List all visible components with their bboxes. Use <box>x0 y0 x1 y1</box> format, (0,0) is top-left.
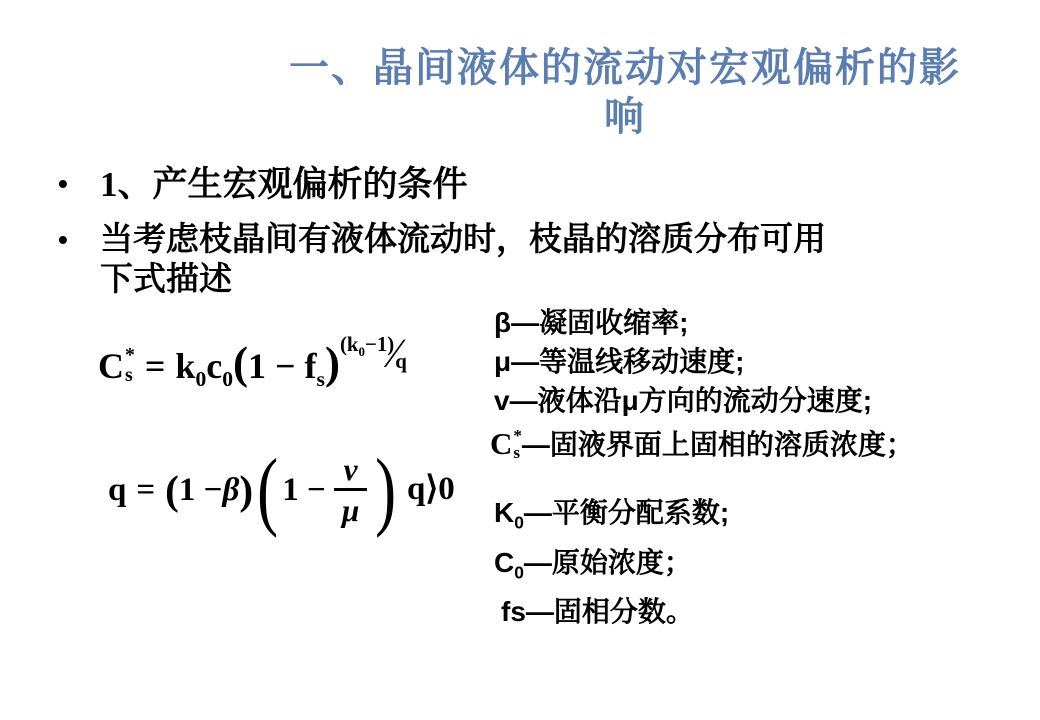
exp-close: −1) <box>364 331 395 356</box>
bullet-dot-icon: • <box>58 224 68 255</box>
desc-fs: 固相分数。 <box>553 596 694 628</box>
symbol-v: v <box>494 385 510 416</box>
cs-star-symbol <box>98 345 135 387</box>
desc-k0: 平衡分配系数; <box>551 497 730 528</box>
desc-c0: 原始浓度； <box>551 546 692 578</box>
symbol-fs: fs <box>501 596 526 628</box>
definition-k0 <box>494 493 914 543</box>
formula-body: 1 − f <box>248 345 317 386</box>
cs-sub: s <box>513 443 521 462</box>
definition-beta <box>494 303 914 342</box>
equals-sign: = <box>136 471 156 508</box>
cs-sup: * <box>125 344 135 367</box>
exponent-numerator <box>339 331 395 359</box>
slide-title-line-2: 响 <box>604 93 646 139</box>
symbol-c0: C <box>494 546 515 578</box>
bullet-text-conditions: 1、产生宏观偏析的条件 <box>100 165 468 204</box>
fraction-slash: ∕ <box>391 331 399 378</box>
exponent-denominator: q <box>395 349 407 374</box>
big-open-paren: ( <box>257 441 279 539</box>
cs-sub: s <box>125 363 133 386</box>
symbol-beta: β <box>494 307 512 338</box>
dash: — <box>521 429 550 460</box>
dash: — <box>525 596 554 628</box>
k0-subscript: 0 <box>514 512 524 533</box>
bullet-description-line-1: 当考虑枝晶间有液体流动时，枝晶的溶质分布可用 <box>100 222 826 258</box>
close-paren: ) <box>239 467 254 513</box>
beta-symbol: β <box>222 471 240 508</box>
k-coefficient: k <box>175 345 196 386</box>
slide-title-line-1: 一、晶间液体的流动对宏观偏析的影 <box>289 45 961 90</box>
k-subscript: 0 <box>195 367 207 392</box>
c-coefficient: c <box>206 345 223 386</box>
desc-beta: 凝固收缩率; <box>539 307 689 338</box>
dash: — <box>509 385 538 416</box>
q-symbol: q <box>108 471 127 508</box>
c-subscript: 0 <box>222 367 234 392</box>
cs-base: C <box>490 426 513 461</box>
fraction-denominator-mu: μ <box>334 488 367 526</box>
close-paren: ) <box>324 337 340 388</box>
symbol-mu: μ <box>494 346 512 377</box>
bullet-description-line-2: 下式描述 <box>100 262 232 299</box>
definition-v <box>494 381 914 420</box>
v-over-mu-fraction <box>334 451 367 528</box>
dash: — <box>523 497 552 528</box>
q-positive-condition: q⟩0 <box>407 471 455 507</box>
definition-cs-star <box>490 420 914 469</box>
dash: — <box>511 307 540 338</box>
symbol-definitions <box>490 303 914 631</box>
equals-sign: = <box>144 345 166 386</box>
cs-sup: * <box>513 425 522 445</box>
bullet-item-description <box>58 220 968 301</box>
dash: — <box>523 546 552 578</box>
fs-subscript: s <box>316 367 325 392</box>
c0-subscript: 0 <box>514 562 524 583</box>
exponent-block <box>339 320 407 378</box>
symbol-cs-star <box>490 420 522 468</box>
formula-q-definition <box>108 441 400 539</box>
symbol-k0: K <box>494 497 515 528</box>
one-minus: 1 − <box>178 471 223 508</box>
open-paren: ( <box>233 337 249 388</box>
open-paren: ( <box>165 467 179 513</box>
definition-mu <box>494 342 914 381</box>
bullet-list <box>58 164 968 301</box>
definition-fs <box>494 592 914 631</box>
exp-k-subscript: 0 <box>358 343 365 359</box>
cs-base: C <box>98 345 124 386</box>
dash: — <box>511 346 540 377</box>
bullet-dot-icon: • <box>58 168 68 199</box>
desc-v: 液体沿μ方向的流动分速度; <box>537 385 873 416</box>
formula-solute-distribution <box>98 320 407 392</box>
bullet-text-description <box>100 220 826 301</box>
slide-title <box>225 44 1025 142</box>
definition-c0 <box>494 543 914 593</box>
fraction-numerator-v: v <box>343 451 358 487</box>
big-close-paren: ) <box>375 441 397 539</box>
desc-cs-star: 固液界面上固相的溶质浓度； <box>549 429 914 460</box>
one-minus-2: 1 − <box>282 471 326 508</box>
bullet-item-conditions <box>58 164 968 206</box>
exp-open: (k <box>339 331 359 356</box>
desc-mu: 等温线移动速度; <box>539 346 745 377</box>
